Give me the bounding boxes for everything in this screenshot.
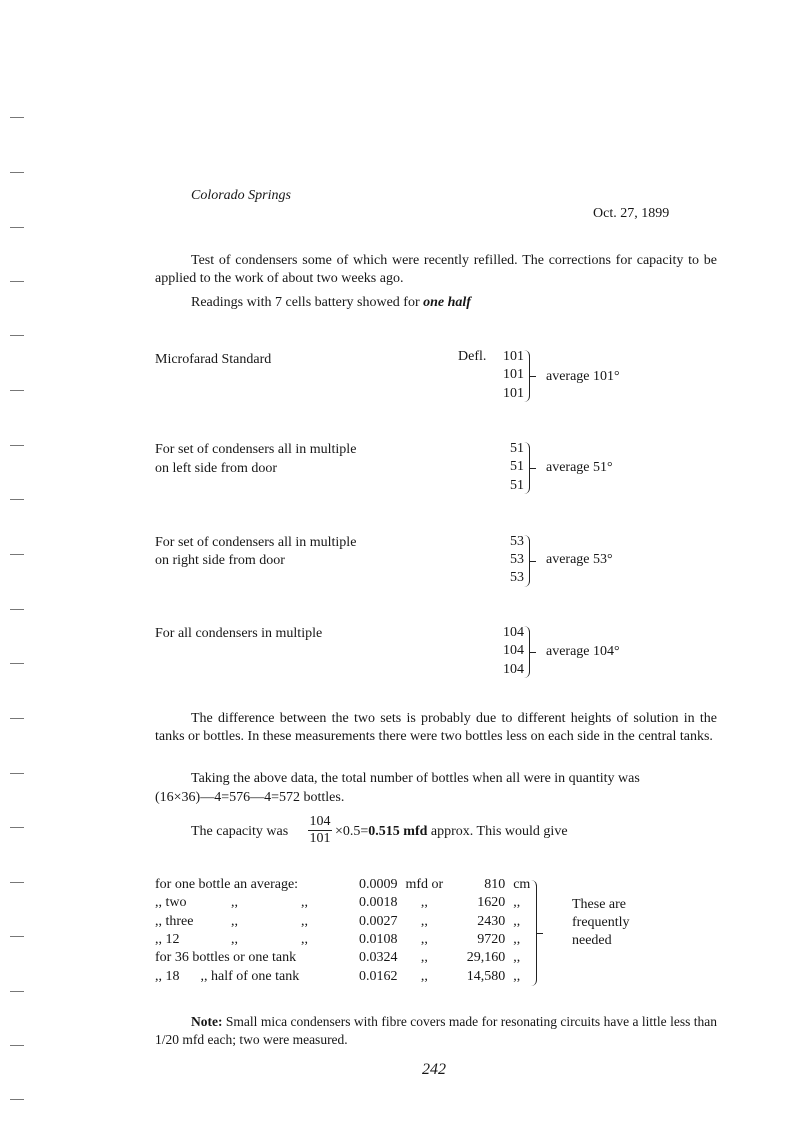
table-cell: ,, xyxy=(513,950,521,966)
table-cell: ,, two xyxy=(155,895,187,911)
table-cell: ,, xyxy=(420,895,428,911)
brace xyxy=(523,442,530,494)
margin-tick xyxy=(10,1045,24,1046)
intro-paragraph: Test of condensers some of which were recently refilled. The corrections for capacity to be applied to the work of about two weeks ago. xyxy=(155,253,717,286)
fraction-denominator: 101 xyxy=(309,831,331,846)
table-cell: ,, xyxy=(301,913,308,929)
reading-value: 101 xyxy=(503,386,524,401)
right-label-line1: For set of condensers all in multiple xyxy=(155,535,357,550)
margin-tick xyxy=(10,390,24,391)
margin-tick xyxy=(10,663,24,664)
reading-value: 101 xyxy=(503,367,524,382)
bottles-calculation: (16×36)—4=576—4=572 bottles. xyxy=(155,790,345,805)
reading-value: 104 xyxy=(503,662,524,677)
defl-label: Defl. xyxy=(458,349,487,364)
table-cell: 0.0009 xyxy=(359,877,398,893)
margin-tick xyxy=(10,827,24,828)
table-cell: ,, three xyxy=(155,913,194,929)
footnote-text: Small mica condensers with fibre covers made for resonating circuits have a little less than 1/20 mfd each; two were measured. xyxy=(155,1014,717,1047)
table-cell: ,, xyxy=(231,932,238,948)
brace-tip xyxy=(530,468,536,469)
table-cell: 0.0108 xyxy=(359,932,398,948)
reading-value: 51 xyxy=(510,441,524,456)
all-label: For all condensers in multiple xyxy=(155,626,323,641)
table-cell: 0.0324 xyxy=(359,950,398,966)
table-cell: for 36 bottles or one tank xyxy=(155,950,297,966)
table-cell: ,, xyxy=(420,932,428,948)
brace-tip xyxy=(530,561,536,562)
readings-line xyxy=(191,295,471,311)
capacity-prefix: The capacity was xyxy=(191,824,289,839)
table-cell: for one bottle an average: xyxy=(155,877,299,893)
margin-tick xyxy=(10,773,24,774)
table-row xyxy=(151,949,534,967)
reading-value: 104 xyxy=(503,625,524,640)
left-label-line1: For set of condensers all in multiple xyxy=(155,442,357,457)
table-cell: ,, xyxy=(301,895,308,911)
reading-value: 51 xyxy=(510,459,524,474)
table-note-line3: needed xyxy=(572,933,612,948)
right-label-line2: on right side from door xyxy=(155,553,285,568)
margin-tick xyxy=(10,227,24,228)
margin-tick xyxy=(10,445,24,446)
table-row xyxy=(151,894,534,912)
table-cell: 9720 xyxy=(477,932,506,948)
table-cell: ,, xyxy=(231,913,238,929)
table-cell: 1620 xyxy=(477,895,506,911)
place-heading: Colorado Springs xyxy=(191,188,291,203)
margin-tick xyxy=(10,335,24,336)
capacity-multiplier: ×0.5= xyxy=(335,824,369,839)
table-cell: ,, 12 xyxy=(155,932,180,948)
table-cell: 29,160 xyxy=(466,950,506,966)
table-cell: cm xyxy=(513,877,531,893)
table-cell: 2430 xyxy=(477,913,506,929)
average-value: average 51° xyxy=(546,460,613,475)
capacity-suffix: approx. This would give xyxy=(430,824,568,839)
bottles-sentence: Taking the above data, the total number of bottles when all were in quantity was xyxy=(191,771,640,786)
average-value: average 101° xyxy=(546,369,620,384)
margin-tick xyxy=(10,991,24,992)
readings-prefix: Readings with 7 cells battery showed for xyxy=(191,295,420,310)
table-cell: 0.0018 xyxy=(359,895,398,911)
footnote xyxy=(155,1013,717,1049)
table-cell: ,, xyxy=(513,932,521,948)
reading-value: 53 xyxy=(510,534,524,549)
margin-tick xyxy=(10,718,24,719)
table-cell: mfd or xyxy=(405,877,444,893)
reading-value: 51 xyxy=(510,478,524,493)
capacity-table xyxy=(151,876,534,986)
table-cell: ,, xyxy=(420,950,428,966)
entry-date: Oct. 27, 1899 xyxy=(593,206,670,221)
table-cell: ,, xyxy=(301,932,308,948)
table-cell: ,, xyxy=(513,913,521,929)
table-cell: ,, xyxy=(231,895,238,911)
table-brace xyxy=(530,880,537,986)
table-row xyxy=(151,931,534,949)
margin-tick xyxy=(10,281,24,282)
brace xyxy=(523,626,530,678)
average-value: average 53° xyxy=(546,552,613,567)
margin-tick xyxy=(10,936,24,937)
brace-tip xyxy=(530,652,536,653)
brace-tip xyxy=(530,376,536,377)
brace xyxy=(523,350,530,402)
left-label-line2: on left side from door xyxy=(155,461,278,476)
brace-tip xyxy=(537,933,543,934)
table-cell: ,, xyxy=(513,895,521,911)
table-row xyxy=(151,967,534,985)
margin-tick xyxy=(10,117,24,118)
capacity-value: 0.515 mfd xyxy=(368,824,428,839)
margin-tick xyxy=(10,882,24,883)
table-cell: ,, xyxy=(513,968,521,984)
margin-tick xyxy=(10,499,24,500)
brace xyxy=(523,535,530,587)
readings-emphasis: one half xyxy=(423,295,471,310)
reading-value: 53 xyxy=(510,552,524,567)
margin-tick xyxy=(10,609,24,610)
table-cell: 14,580 xyxy=(466,968,506,984)
table-cell: ,, xyxy=(420,913,428,929)
table-cell: 810 xyxy=(484,877,506,893)
page-number: 242 xyxy=(422,1061,446,1078)
reading-value: 104 xyxy=(503,643,524,658)
fraction-numerator: 104 xyxy=(309,814,331,829)
reading-value: 101 xyxy=(503,349,524,364)
table-note-line2: frequently xyxy=(572,915,630,930)
table-row xyxy=(151,913,534,931)
table-cell: 0.0027 xyxy=(359,913,398,929)
footnote-label: Note: xyxy=(191,1014,223,1029)
reading-value: 53 xyxy=(510,570,524,585)
average-value: average 104° xyxy=(546,644,620,659)
table-cell: 0.0162 xyxy=(359,968,398,984)
table-row xyxy=(151,876,534,894)
table-cell: ,, xyxy=(420,968,428,984)
capacity-expression xyxy=(335,824,568,840)
discussion-paragraph: The difference between the two sets is probably due to different heights of solution in the tanks or bottles. In these measurements there were two bottles less on each side in the central tanks. xyxy=(155,711,717,744)
table-note-line1: These are xyxy=(572,897,627,912)
margin-tick xyxy=(10,1099,24,1100)
standard-label: Microfarad Standard xyxy=(155,352,272,367)
capacity-fraction xyxy=(308,814,332,847)
margin-tick xyxy=(10,172,24,173)
margin-tick xyxy=(10,554,24,555)
table-cell: ,, 18 ,, half of one tank xyxy=(155,968,300,984)
